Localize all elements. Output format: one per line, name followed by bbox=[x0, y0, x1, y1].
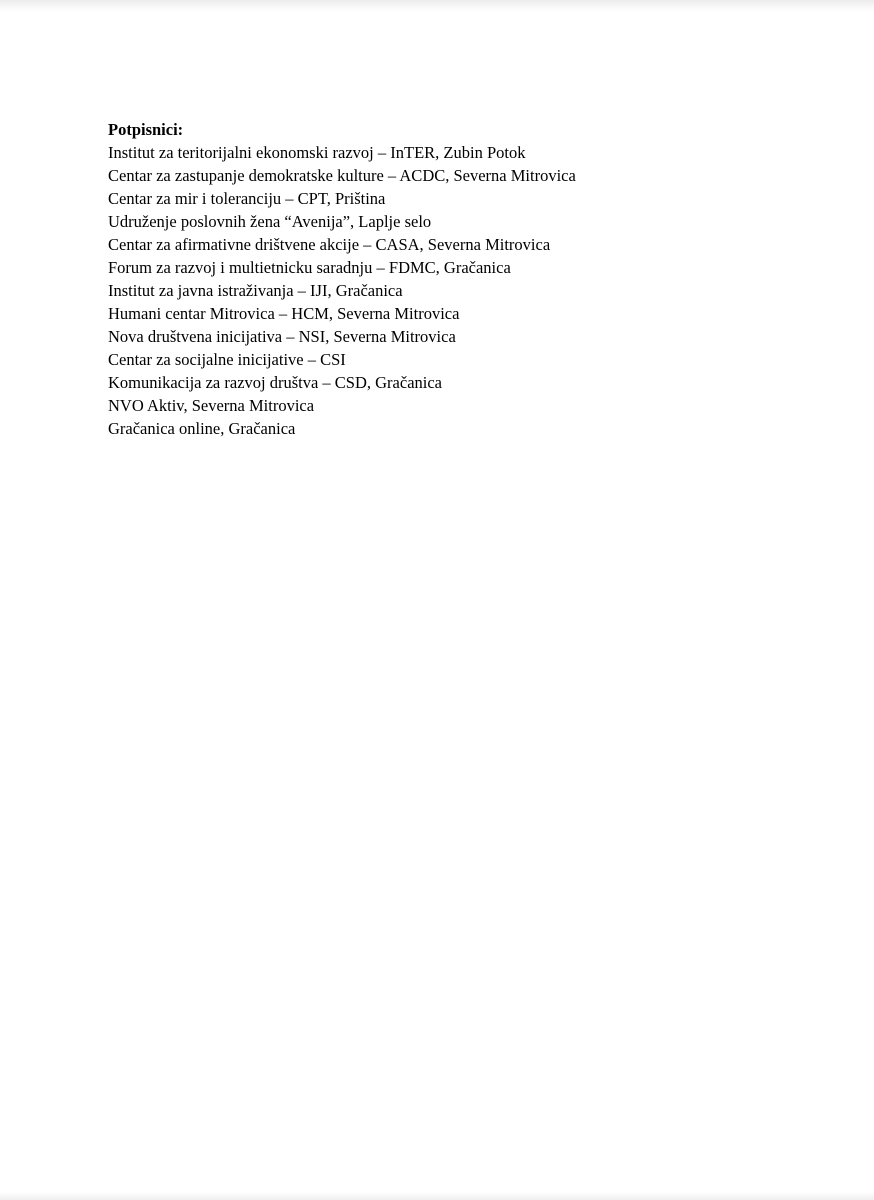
signatory-item: Nova društvena inicijativa – NSI, Severna Mitrovica bbox=[108, 327, 456, 346]
signatory-item: Komunikacija za razvoj društva – CSD, Gračanica bbox=[108, 373, 443, 392]
signatory-item: Humani centar Mitrovica – HCM, Severna Mitrovica bbox=[108, 304, 460, 323]
page-top-shadow bbox=[0, 0, 874, 12]
signatory-item: Centar za socijalne inicijative – CSI bbox=[108, 350, 346, 369]
signatories-heading: Potpisnici: bbox=[108, 120, 184, 139]
signatory-item: Forum za razvoj i multietnicku saradnju – FDMC, Gračanica bbox=[108, 258, 511, 277]
signatory-item: Centar za afirmativne drištvene akcije – CASA, Severna Mitrovica bbox=[108, 235, 551, 254]
signatory-item: Udruženje poslovnih žena “Avenija”, Laplje selo bbox=[108, 212, 432, 231]
document-content bbox=[108, 118, 828, 440]
signatory-item: NVO Aktiv, Severna Mitrovica bbox=[108, 396, 315, 415]
signatories-list bbox=[108, 141, 828, 440]
signatory-item: Institut za teritorijalni ekonomski razvoj – InTER, Zubin Potok bbox=[108, 143, 526, 162]
page-bottom-shadow bbox=[0, 1192, 874, 1200]
signatory-item: Centar za mir i toleranciju – CPT, Priština bbox=[108, 189, 386, 208]
signatory-item: Institut za javna istraživanja – IJI, Gračanica bbox=[108, 281, 403, 300]
signatory-item: Centar za zastupanje demokratske kulture – ACDC, Severna Mitrovica bbox=[108, 166, 576, 185]
signatory-item: Gračanica online, Gračanica bbox=[108, 419, 296, 438]
